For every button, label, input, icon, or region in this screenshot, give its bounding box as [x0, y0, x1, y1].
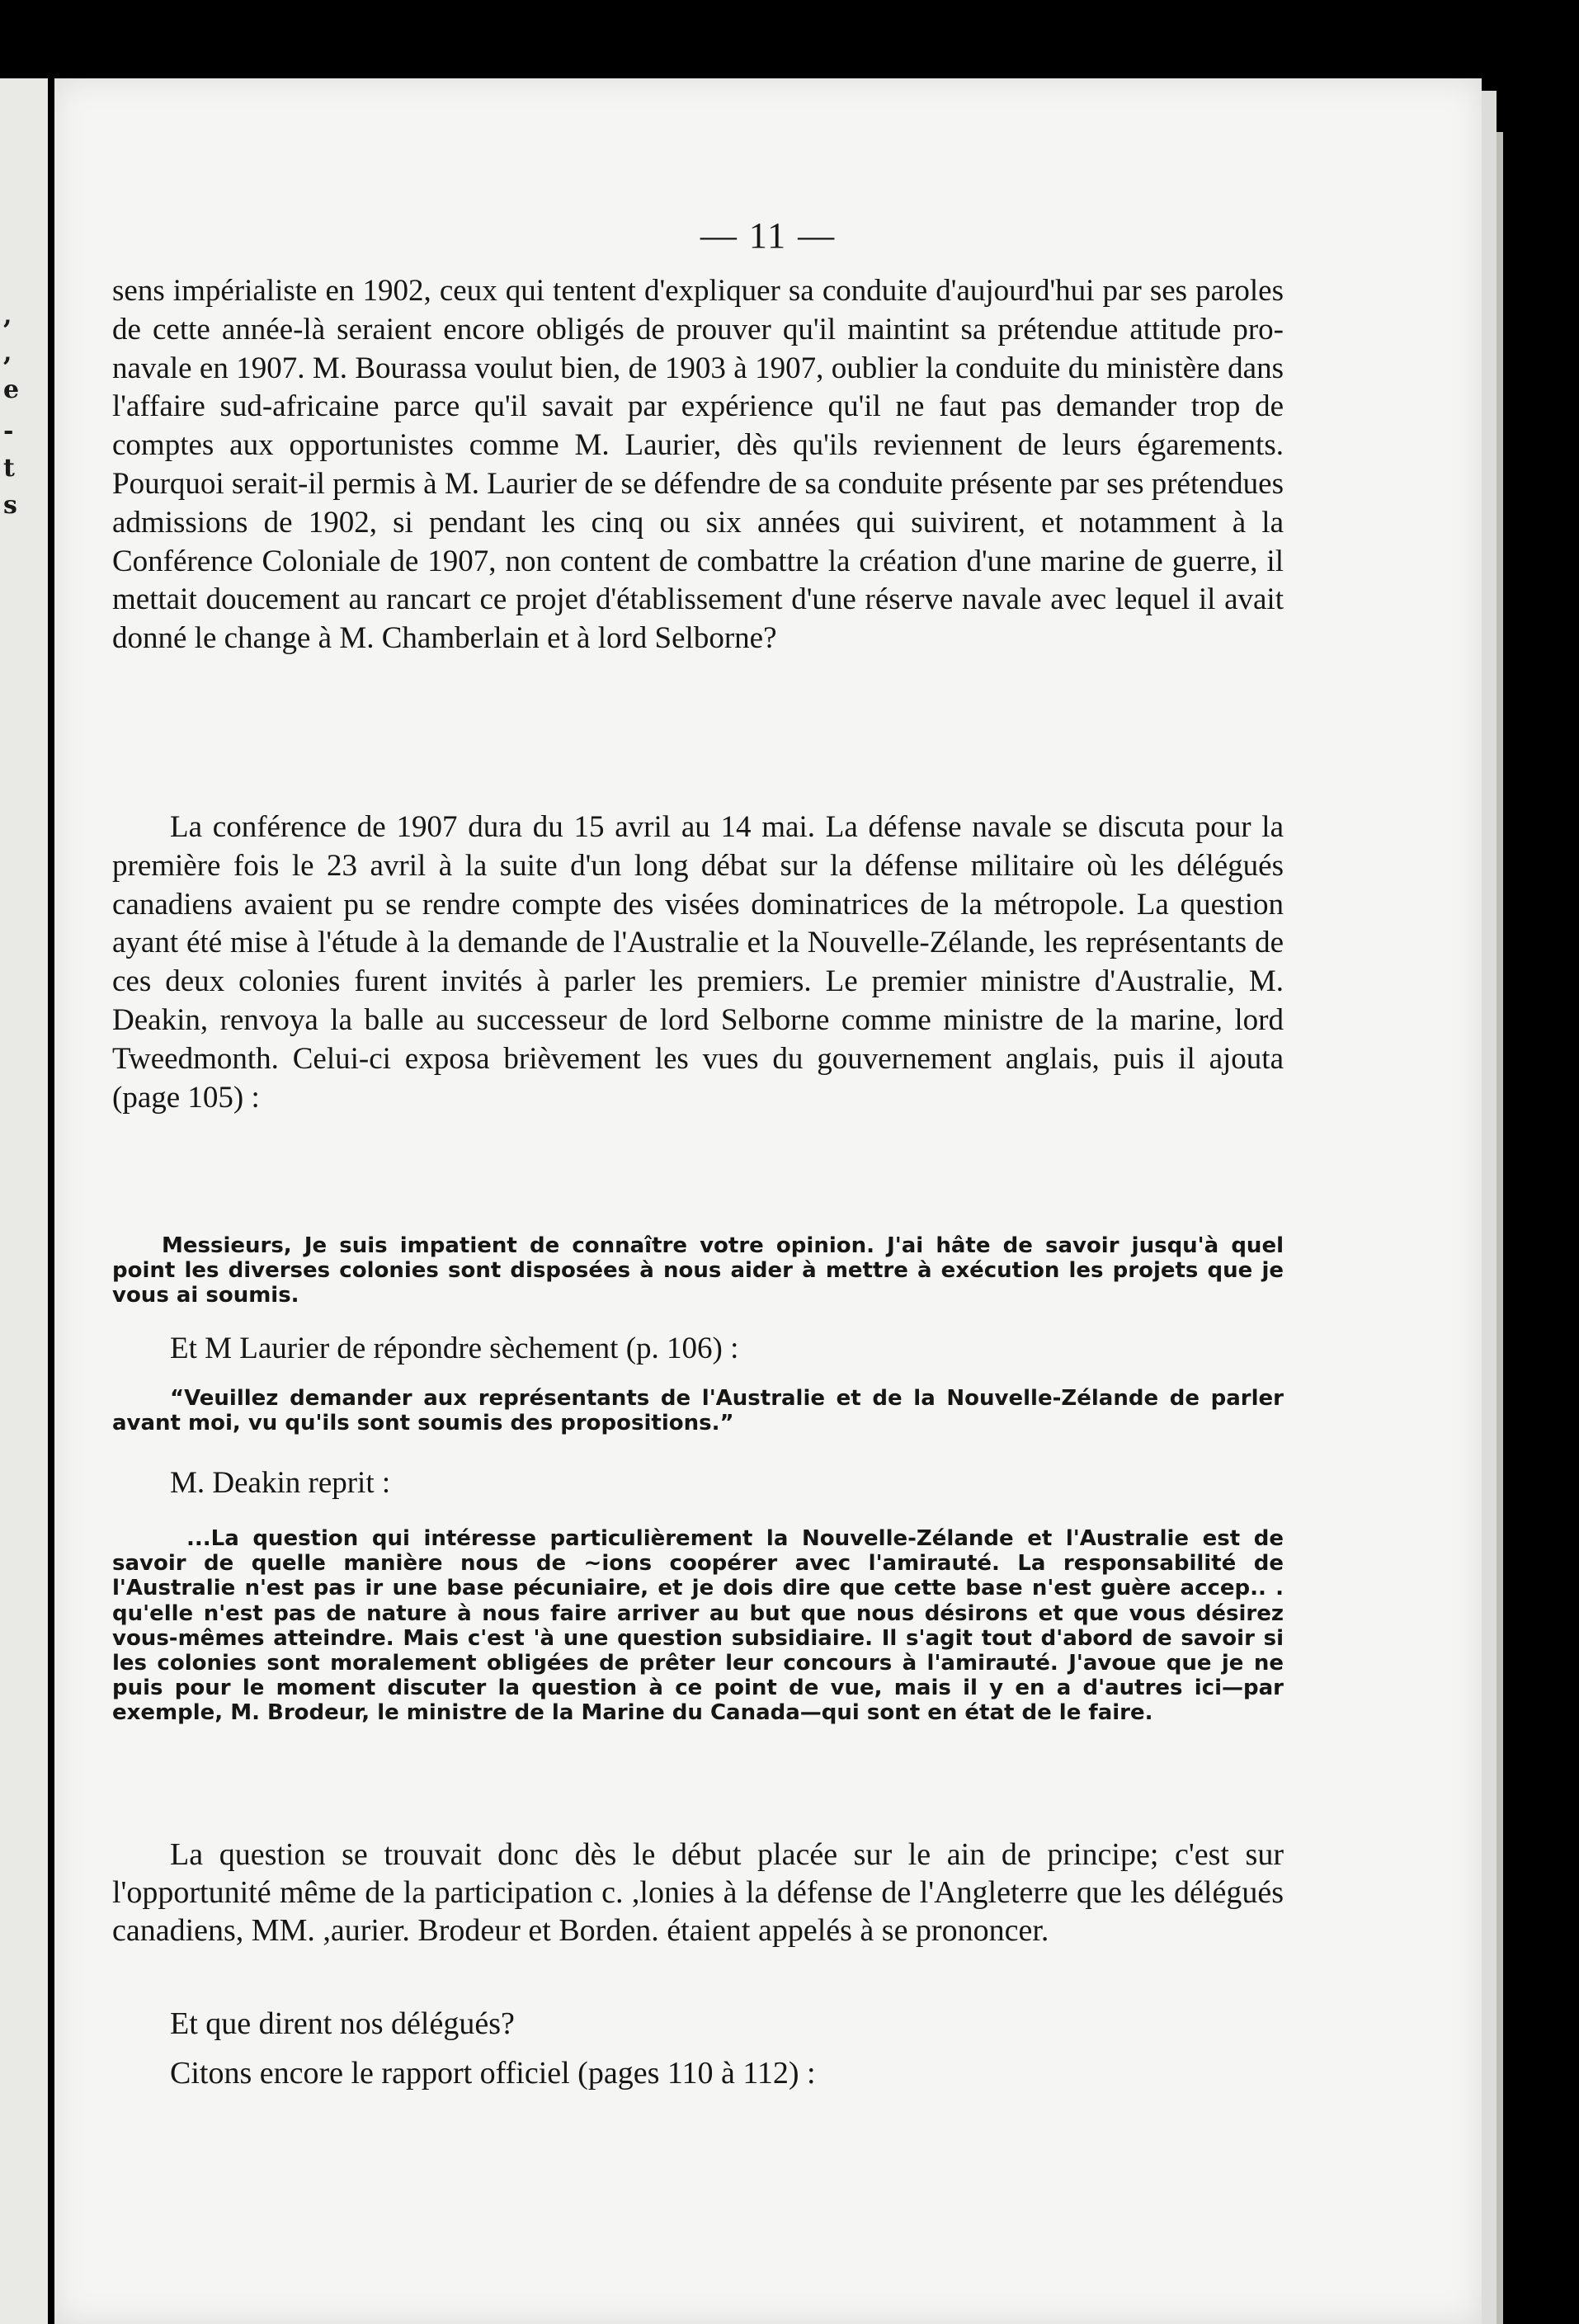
- margin-fragment: e: [3, 375, 20, 404]
- margin-fragment: -: [3, 417, 14, 445]
- page-content: [54, 78, 1482, 2324]
- quote-deakin: [112, 1526, 1284, 1726]
- quote-deakin-part-1: ...La question qui intéresse particulièrement la Nouvelle-Zélande et l'Australie est de savoir de quelle manière nous de ~ions coopérer avec l'amirauté. La responsabilité de l'Australie n'est pas ir une base pécuniaire, et je dois dire que cette base n'est guère accep.. . qu'elle n'est pas de nature à nous faire arriver au but que nous désirons et que vous désirez vous-mêmes atteindre. Mais c'est 'à une question subsidiaire.: [112, 1526, 1284, 1651]
- page-number: — 11 —: [700, 215, 837, 256]
- line-deakin-reprit: M. Deakin reprit :: [170, 1466, 391, 1500]
- page-edge: [1482, 91, 1497, 2324]
- line-rapport-officiel: Citons encore le rapport officiel (pages 110 à 112) :: [170, 2056, 816, 2091]
- quote-laurier: “Veuillez demander aux représentants de l'Australie et de la Nouvelle-Zélande de parler avant moi, vu qu'ils sont soumis des propositions.”: [112, 1386, 1284, 1435]
- margin-fragment: s: [3, 491, 17, 520]
- margin-fragment: t: [3, 454, 15, 483]
- margin-fragment: ,: [3, 301, 12, 330]
- left-page-margin: [0, 78, 48, 2324]
- paragraph-imperialism: sens impérialiste en 1902, ceux qui tentent d'expliquer sa conduite d'aujourd'hui par ses paroles de cette année-là seraient encore obligés de prouver qu'il maintint sa prétendue attitude pro-navale en 1907. M. Bourassa voulut bien, de 1903 à 1907, oublier la conduite du ministère dans l'affaire sud-africaine parce qu'il savait par expérience qu'il ne faut pas demander trop de comptes aux opportunistes comme M. Laurier, dès qu'ils reviennent de leurs égarements. Pourquoi serait-il permis à M. Laurier de se défendre de sa conduite présente par ses prétendues admissions de 1902, si pendant les cinq ou six années qui suivirent, et notamment à la Conférence Coloniale de 1907, non content de combattre la création d'une marine de guerre, il mettait doucement au rancart ce projet d'établissement d'une réserve navale avec lequel il avait donné le change à M. Chamberlain et à lord Selborne?: [112, 274, 1284, 656]
- margin-fragment: ,: [3, 338, 12, 367]
- page-edge-shadow: [1497, 132, 1503, 2324]
- quote-deakin-emphasis: Il s'agit tout d'abord de savoir si les colonies sont moralement obligées de prêter leur concours à l'amirauté.: [112, 1625, 1284, 1676]
- line-laurier-reply: Et M Laurier de répondre sèchement (p. 106) :: [170, 1332, 739, 1365]
- quote-deakin-part-2: J'avoue que je ne puis pour le moment discuter la question à ce point de vue, mais il y en a d'autres ici—par exemple, M. Brodeur, le ministre de la Marine du Canada—qui sont en état de le faire.: [112, 1651, 1284, 1726]
- paragraph-question-principe: La question se trouvait donc dès le début placée sur le ain de principe; c'est sur l'opportunité même de la participation c. ,lonies à la défense de l'Angleterre que les délégués canadiens, MM. ,aurier. Brodeur et Borden. étaient appelés à se prononcer.: [112, 1837, 1284, 1948]
- line-delegues: Et que dirent nos délégués?: [170, 2006, 515, 2041]
- paragraph-conference-1907: La conférence de 1907 dura du 15 avril au 14 mai. La défense navale se discuta pour la première fois le 23 avril à la suite d'un long débat sur la défense militaire où les délégués canadiens avaient pu se rendre compte des visées dominatrices de la métropole. La question ayant été mise à l'étude à la demande de l'Australie et la Nouvelle-Zélande, les représentants de ces deux colonies furent invités à parler les premiers. Le premier ministre d'Australie, M. Deakin, renvoya la balle au successeur de lord Selborne comme ministre de la marine, lord Tweedmonth. Celui-ci exposa brièvement les vues du gouvernement anglais, puis il ajouta (page 105) :: [112, 810, 1284, 1115]
- quote-tweedmouth: Messieurs, Je suis impatient de connaître votre opinion. J'ai hâte de savoir jusqu'à quel point les diverses colonies sont disposées à nous aider à mettre à exécution les projets que je vous ai soumis.: [112, 1233, 1284, 1308]
